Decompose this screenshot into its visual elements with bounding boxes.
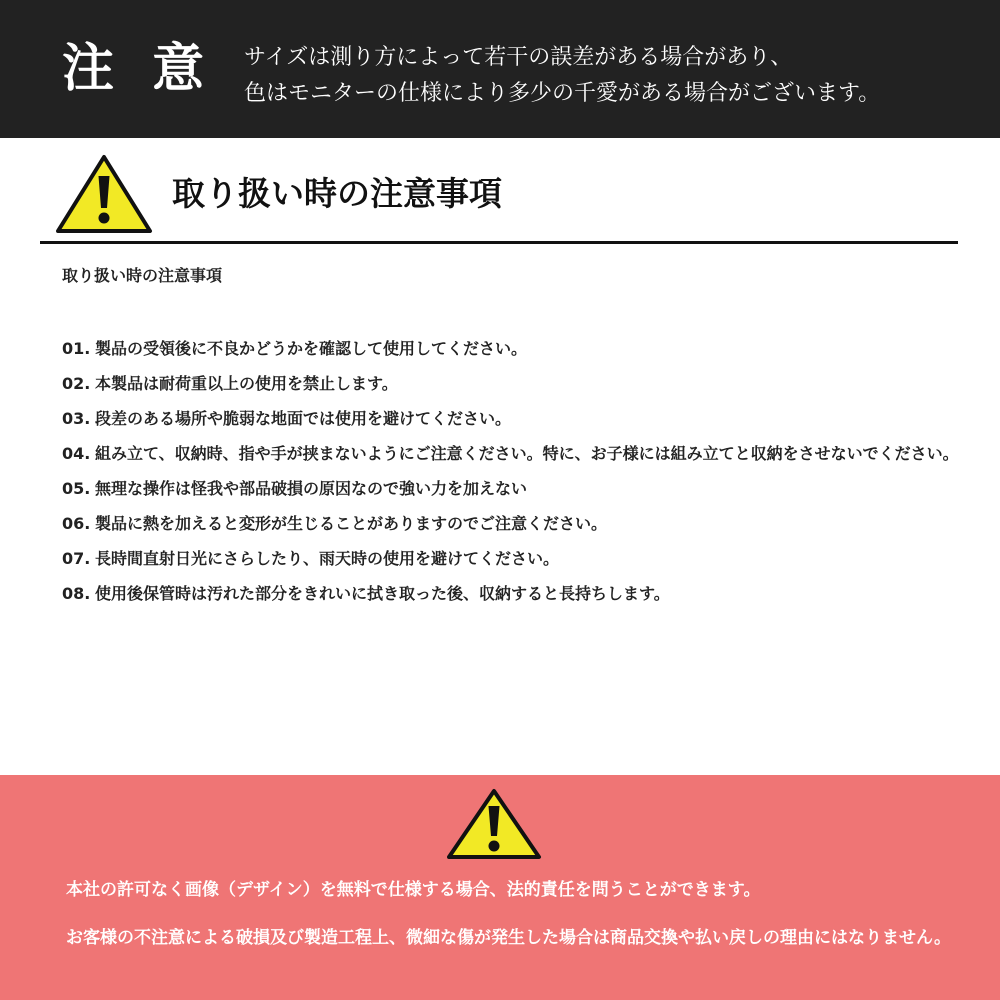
section-divider: [40, 241, 958, 244]
notice-list: [62, 331, 962, 611]
top-banner: [0, 0, 1000, 138]
section-header: [0, 150, 1000, 246]
notice-text: 組み立て、収納時、指や手が挟まないようにご注意ください。特に、お子様には組み立てと収納をさせないでください。: [95, 444, 959, 463]
notice-number: 06.: [62, 514, 91, 533]
warning-triangle-icon: [55, 154, 153, 234]
notice-text: 使用後保管時は汚れた部分をきれいに拭き取った後、収納すると長持ちします。: [95, 584, 670, 603]
notice-number: 01.: [62, 339, 91, 358]
disclaimer-line-2: お客様の不注意による破損及び製造工程上、微細な傷が発生した場合は商品交換や払い戻しの理由にはなりません。: [66, 928, 952, 948]
notice-content: [62, 262, 962, 611]
banner-notice: [244, 40, 944, 112]
warning-triangle-icon: [446, 788, 542, 860]
banner-notice-line-1: サイズは測り方によって若干の誤差がある場合があり、: [244, 45, 793, 70]
banner-title: 注 意: [62, 39, 215, 99]
notice-number: 05.: [62, 479, 91, 498]
notice-item: [62, 576, 962, 611]
section-title: 取り扱い時の注意事項: [172, 174, 502, 213]
content-subtitle: 取り扱い時の注意事項: [62, 266, 223, 285]
notice-number: 02.: [62, 374, 91, 393]
notice-item: [62, 471, 962, 506]
notice-item: [62, 401, 962, 436]
notice-text: 本製品は耐荷重以上の使用を禁止します。: [95, 374, 398, 393]
disclaimer-line-1: 本社の許可なく画像（デザイン）を無料で仕様する場合、法的責任を問うことができます。: [66, 880, 761, 900]
bottom-disclaimer-text: [66, 875, 966, 953]
notice-item: [62, 541, 962, 576]
notice-text: 製品の受領後に不良かどうかを確認して使用してください。: [95, 339, 528, 358]
bottom-disclaimer-panel: [0, 775, 1000, 1000]
notice-item: [62, 331, 962, 366]
notice-number: 03.: [62, 409, 91, 428]
notice-text: 長時間直射日光にさらしたり、雨天時の使用を避けてください。: [95, 549, 560, 568]
notice-number: 07.: [62, 549, 91, 568]
notice-text: 段差のある場所や脆弱な地面では使用を避けてください。: [95, 409, 512, 428]
notice-item: [62, 436, 962, 471]
notice-item: [62, 506, 962, 541]
notice-number: 08.: [62, 584, 91, 603]
banner-notice-line-2: 色はモニターの仕様により多少の千愛がある場合がございます。: [244, 81, 881, 106]
notice-text: 製品に熱を加えると変形が生じることがありますのでご注意ください。: [95, 514, 608, 533]
notice-number: 04.: [62, 444, 91, 463]
notice-text: 無理な操作は怪我や部品破損の原因なので強い力を加えない: [95, 479, 528, 498]
notice-item: [62, 366, 962, 401]
